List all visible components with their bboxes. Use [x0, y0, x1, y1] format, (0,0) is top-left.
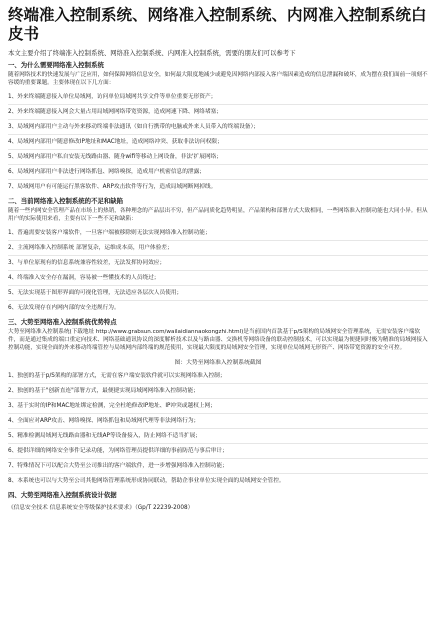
section-heading-4: 四、大势至网络准入控制系统设计依据 — [8, 491, 117, 499]
section-paragraph-3: 大势至网络准入控制系统(下载地址 http://www.grabsun.com/wailaidiannaokongzhi.html)是当前国内首款基于p/S架构的局域网安全管理系统，无需安装客户端软件，而是通过集成的端口重定向技术、网络基础通讯协议的深度解析技术以及与路由器、交换机等网络设备的联动控制技术，可以实现最为便捷同时极为精准的局域网接入控制功能，实现全面的外来移动终端管控与局域网内部终端的规范使用，实现最大限度的局域网安全管理，实现单位局域网无形资产、网络带宽资源的安全可控。 — [8, 329, 428, 351]
list-item: 4、全面应对ARP攻击、网络嗅探、网络抓包和局域网代理等非法网络行为； — [8, 414, 428, 429]
list-item: 《信息安全技术 信息系统安全等级保护技术要求》（Gp/T 22239-2008） — [8, 505, 194, 511]
section-heading-3: 三、大势至网络准入控制系统优势特点 — [8, 318, 117, 326]
list-item: 7、局域网用户有可能运行黑客软件、ARP攻击软件等行为，造成局域网断网掉线。 — [8, 184, 217, 190]
figure-caption: 图：大势至网络准入控制系统截图 — [174, 360, 262, 366]
list-item: 1、独创的基于p/S架构的部署方式，无需在客户端安装软件就可以实现网络准入控制； — [8, 369, 428, 384]
list-item: 1、普遍需要安装客户端软件，一旦客户端被移除则无法实现网络准入控制功能； — [8, 226, 428, 241]
list-item: 2、独创的基于"创新直连"部署方式，最便捷实现局域网网络准入控制功能； — [8, 384, 428, 399]
list-item: 6、提供详细的网络安全事件记录功能，为网络管理员提供详细的事前防范与事后审计； — [8, 444, 428, 459]
section-heading-2: 二、当前网络准入控制系统的不足和缺陷 — [8, 197, 124, 205]
list-item: 5、精准检测局域网无线路由器和无线AP等设备接入，防止网络不适当扩展； — [8, 429, 428, 444]
list-item: 4、终端准入安全存在漏洞，容易被一些懂技术的人员绕过； — [8, 271, 428, 286]
list-item: 3、基于实时的IP和MAC地址绑定检测，完全杜绝修改IP地址、IP冲突或越权上网； — [8, 399, 428, 414]
list-item: 5、无法实现基于图形界面的可视化管理，无法适应各层次人员使用； — [8, 286, 428, 301]
list-item: 7、特殊情况下可以配合大势至公司推出的客户端软件，进一步增强网络准入控制功能； — [8, 459, 428, 474]
list-item: 6、无法发现存在内网内部的安全违规行为。 — [8, 305, 120, 311]
intro-text: 本文主要介绍了终端准入控制系统、网络准入控制系统、内网准入控制系统，需要的朋友们可以参考下 — [8, 49, 296, 57]
list-item: 1、外来终端随意接入单位局域网，访问单位局域网共享文件等单位重要无形资产； — [8, 90, 428, 105]
list-item: 2、外来终端随意接入网会大量占用局域网网络带宽资源，造成网速下降、网络堵塞； — [8, 105, 428, 120]
document-title: 终端准入控制系统、网络准入控制系统、内网准入控制系统白皮书 — [8, 6, 427, 43]
section-paragraph-2: 随着一些内网安全管理产品在市场上的热销，各种理念的产品层出不穷，但产品同质化趋势明显，产品架构和部署方式大致相同，一些网络准入控制功能也大同小异。但从用户的实际使用来看，主要有以下一些不足和缺陷： — [8, 208, 428, 222]
list-item: 5、局域网内部用户私自安装无线路由器、随身wifi等移动上网设备，非法'扩展网络； — [8, 150, 428, 165]
list-item: 6、局域网内部用户非法进行网络抓包、网络嗅探，造成用户机密信息的泄露； — [8, 165, 428, 180]
list-item: 4、局域网内部用户随意修改IP地址和MAC地址，造成网络冲突、获取非法访问权限； — [8, 135, 428, 150]
section-paragraph-1: 随着网络技术的快速发展与广泛应用，如何保障网络信息安全，如何最大限度地减少或避免因网络内部接入客户端因素造成的信息泄漏和破坏，成为摆在我们面前一项刻不容缓的重要课题。主要体现在以下几方面： — [8, 72, 428, 86]
list-item: 2、主流网络准入控制系统 部署复杂，运维成本高，用户体验差； — [8, 241, 428, 256]
list-item: 3、与单位原现有的信息系统兼容性较差，无法发挥协同效应； — [8, 256, 428, 271]
list-item: 3、局域网内部用户主动与外来移动终端非法通讯（如自行携带的电脑或外来人员带入的终端设备）； — [8, 120, 428, 135]
document-page — [8, 6, 428, 515]
list-item: 8、本系统也可以与大势至公司其他网络管理系统形成协同联动，帮助企事业单位实现全面的局域网安全管控。 — [8, 478, 285, 484]
section-heading-1: 一、为什么需要网络准入控制系统 — [8, 61, 104, 69]
